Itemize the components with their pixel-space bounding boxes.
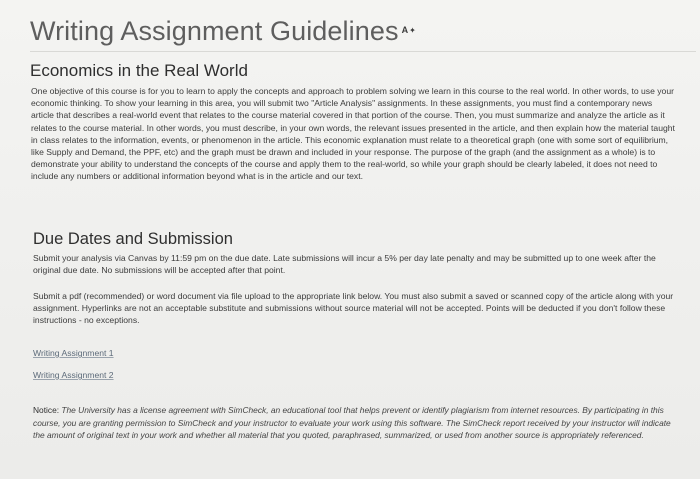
notice-label: Notice: [33, 405, 60, 415]
submission-format-paragraph: Submit a pdf (recommended) or word document via file upload to the appropriate link below. You must also submit a saved or scanned copy of the article along with your assignment. Hyperlinks are not an acceptable substitute and submissions without source material will not be accepted. Points will be deducted if you don't follow these instructions - no exceptions. [33, 291, 674, 326]
sparkle-icon: ✦ [409, 26, 416, 35]
notice-text: The University has a license agreement with SimCheck, an educational tool that helps prevent or identify plagiarism from internet resources. By participating in this course, you are granting permission to SimCheck and your instructor to evaluate your work using this software. The SimCheck report received by your instructor will indicate the amount of original text in your work and whether all material that you quoted, paraphrased, summarized, or used from another source is appropriately referenced. [33, 405, 671, 441]
ai-sparkle-icon[interactable] [402, 26, 416, 35]
writing-assignment-2-link[interactable]: Writing Assignment 2 [33, 370, 114, 380]
ai-icon-letter: A [401, 25, 409, 35]
objective-paragraph: One objective of this course is for you to learn to apply the concepts and approach to problem solving we learn in this course to the real world. In other words, to use your economic thinking. To show your learning in this area, you will submit two "Article Analysis" assignments. In these assignments, you must find a contemporary news article that describes a real-world event that relates to the course material covered in that portion of the course. Then, you must summarize and analyze the article as it relates to the course material. In other words, you must describe, in your own words, the relevant issues presented in the article, and then explain how the material taught in class relates to the information, events, or phenomenon in the article. This economic explanation must relate to a theoretical graph (one with some sort of equilibrium, like Supply and Demand, the PPF, etc) and the graph must be drawn and included in your response. The purpose of the graph (and the assignment as a whole) is to demonstrate your ability to understand the concepts of the course and apply them to the real-world, so while your graph should be clearly labeled, it does not need to include any numbers or additional information beyond what is in the article and our text. [31, 86, 675, 182]
simcheck-notice [33, 404, 683, 442]
page-title: Writing Assignment Guidelines [30, 16, 399, 46]
writing-assignment-1-link[interactable]: Writing Assignment 1 [33, 348, 114, 358]
due-dates-heading: Due Dates and Submission [33, 230, 233, 248]
page-header [30, 14, 416, 48]
submission-deadline-paragraph: Submit your analysis via Canvas by 11:59 pm on the due date. Late submissions will incur a 5% per day late penalty and may be submitted up to one week after the original due date. No submissions will be accepted after that point. [33, 253, 656, 276]
economics-heading: Economics in the Real World [30, 61, 248, 80]
title-divider [30, 51, 696, 52]
